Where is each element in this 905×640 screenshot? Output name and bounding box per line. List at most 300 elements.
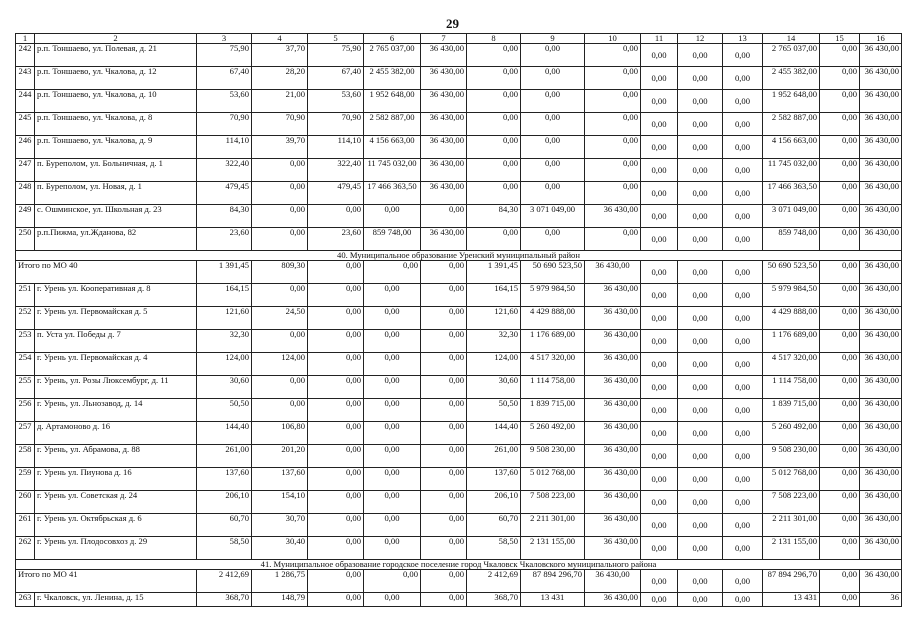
address-cell: г. Урень ул. Кооперативная д. 8 xyxy=(35,284,197,307)
table-cell: 36 430,00 xyxy=(421,44,467,67)
address-cell: с. Ошминское, ул. Школьная д. 23 xyxy=(35,205,197,228)
table-cell: 36 430,00 xyxy=(860,90,902,113)
table-cell: 144,40 xyxy=(197,422,252,445)
table-cell: 0,00 xyxy=(521,182,585,205)
table-cell: 4 429 888,00 xyxy=(763,307,820,330)
table-cell: 0,00 xyxy=(308,261,364,284)
table-cell: 1 286,75 xyxy=(252,570,308,593)
table-cell: 0,00 xyxy=(678,136,723,159)
table-cell: 0,00 xyxy=(820,593,860,607)
table-cell: 121,60 xyxy=(197,307,252,330)
table-cell: 0,00 xyxy=(723,136,763,159)
table-cell: 1 839 715,00 xyxy=(763,399,820,422)
table-cell: 3 071 049,00 xyxy=(521,205,585,228)
table-cell: 36 430,00 xyxy=(860,376,902,399)
table-cell: 58,50 xyxy=(197,537,252,560)
table-cell: 0,00 xyxy=(308,468,364,491)
table-cell: 36 430,00 xyxy=(860,136,902,159)
table-cell: 1 952 648,00 xyxy=(763,90,820,113)
table-cell: 1 391,45 xyxy=(197,261,252,284)
table-cell: 0,00 xyxy=(641,422,678,445)
table-cell: 0,00 xyxy=(641,261,678,284)
table-row xyxy=(16,67,902,90)
row-number: 246 xyxy=(16,136,35,159)
page-number: 29 xyxy=(446,16,459,31)
table-cell: 50,50 xyxy=(467,399,521,422)
column-number: 2 xyxy=(35,34,197,44)
address-cell: г. Урень ул. Плодосовхоз д. 29 xyxy=(35,537,197,560)
table-cell: 809,30 xyxy=(252,261,308,284)
table-cell: 0,00 xyxy=(308,330,364,353)
table-cell: 0,00 xyxy=(820,67,860,90)
table-cell: 0,00 xyxy=(252,284,308,307)
table-row xyxy=(16,537,902,560)
table-cell: 0,00 xyxy=(421,376,467,399)
table-cell: 368,70 xyxy=(197,593,252,607)
table-cell: 322,40 xyxy=(197,159,252,182)
table-cell: 36 430,00 xyxy=(421,228,467,251)
table-cell: 0,00 xyxy=(820,159,860,182)
table-cell: 0,00 xyxy=(521,67,585,90)
column-number: 1 xyxy=(16,34,35,44)
table-cell: 0,00 xyxy=(421,353,467,376)
table-cell: 5 012 768,00 xyxy=(521,468,585,491)
table-cell: 0,00 xyxy=(308,376,364,399)
table-cell: 0,00 xyxy=(723,537,763,560)
table-cell: 0,00 xyxy=(421,570,467,593)
table-cell: 0,00 xyxy=(678,468,723,491)
table-cell: 0,00 xyxy=(820,90,860,113)
table-cell: 0,00 xyxy=(308,570,364,593)
row-number: 261 xyxy=(16,514,35,537)
table-cell: 0,00 xyxy=(820,491,860,514)
total-row xyxy=(16,261,902,284)
table-cell: 0,00 xyxy=(308,422,364,445)
table-cell: 39,70 xyxy=(252,136,308,159)
table-cell: 0,00 xyxy=(678,44,723,67)
address-cell: п. Буреполом, ул. Новая, д. 1 xyxy=(35,182,197,205)
table-cell: 0,00 xyxy=(252,399,308,422)
table-cell: 36 430,00 xyxy=(860,570,902,593)
table-cell: 0,00 xyxy=(308,399,364,422)
table-row xyxy=(16,113,902,136)
table-cell: 0,00 xyxy=(820,445,860,468)
table-cell: 0,00 xyxy=(421,468,467,491)
table-cell: 23,60 xyxy=(197,228,252,251)
table-cell: 0,00 xyxy=(723,307,763,330)
column-number: 10 xyxy=(585,34,641,44)
table-cell: 0,00 xyxy=(421,491,467,514)
section-title: 41. Муниципальное образование городское поселение город Чкаловск Чкаловского муниципального района xyxy=(16,560,902,570)
table-cell: 75,90 xyxy=(308,44,364,67)
table-row xyxy=(16,307,902,330)
table-cell: 0,00 xyxy=(308,445,364,468)
table-cell: 3 071 049,00 xyxy=(763,205,820,228)
row-number: 242 xyxy=(16,44,35,67)
table-cell: 0,00 xyxy=(678,228,723,251)
table-cell: 164,15 xyxy=(467,284,521,307)
column-number: 6 xyxy=(364,34,421,44)
table-cell: 36 430,00 xyxy=(860,445,902,468)
table-cell: 36 430,00 xyxy=(860,307,902,330)
table-cell: 0,00 xyxy=(641,90,678,113)
table-cell: 0,00 xyxy=(364,376,421,399)
table-cell: 114,10 xyxy=(197,136,252,159)
column-number: 16 xyxy=(860,34,902,44)
table-cell: 1 176 689,00 xyxy=(763,330,820,353)
total-label: Итого по МО 40 xyxy=(16,261,197,284)
table-cell: 106,80 xyxy=(252,422,308,445)
table-cell: 0,00 xyxy=(364,514,421,537)
table-cell: 0,00 xyxy=(585,44,641,67)
table-cell: 0,00 xyxy=(820,307,860,330)
table-cell: 2 131 155,00 xyxy=(763,537,820,560)
table-cell: 0,00 xyxy=(678,261,723,284)
table-cell: 0,00 xyxy=(585,136,641,159)
table-cell: 0,00 xyxy=(678,491,723,514)
table-cell: 5 012 768,00 xyxy=(763,468,820,491)
table-cell: 0,00 xyxy=(678,182,723,205)
table-cell: 0,00 xyxy=(308,491,364,514)
table-cell: 17 466 363,50 xyxy=(364,182,421,205)
row-number: 249 xyxy=(16,205,35,228)
row-number: 243 xyxy=(16,67,35,90)
table-cell: 36 xyxy=(860,593,902,607)
table-cell: 0,00 xyxy=(820,284,860,307)
table-cell: 0,00 xyxy=(421,307,467,330)
table-cell: 322,40 xyxy=(308,159,364,182)
table-cell: 859 748,00 xyxy=(763,228,820,251)
table-cell: 4 156 663,00 xyxy=(763,136,820,159)
table-cell: 0,00 xyxy=(678,90,723,113)
table-cell: 0,00 xyxy=(678,537,723,560)
table-cell: 1 114 758,00 xyxy=(521,376,585,399)
table-cell: 0,00 xyxy=(678,445,723,468)
table-cell: 0,00 xyxy=(421,399,467,422)
table-cell: 36 430,00 xyxy=(860,113,902,136)
table-cell: 0,00 xyxy=(364,284,421,307)
table-cell: 0,00 xyxy=(641,44,678,67)
table-cell: 36 430,00 xyxy=(585,422,641,445)
table-cell: 0,00 xyxy=(585,67,641,90)
table-cell: 36 430,00 xyxy=(421,182,467,205)
table-cell: 0,00 xyxy=(723,445,763,468)
table-row xyxy=(16,284,902,307)
table-row xyxy=(16,228,902,251)
table-cell: 0,00 xyxy=(820,537,860,560)
table-cell: 0,00 xyxy=(308,353,364,376)
table-cell: 4 517 320,00 xyxy=(521,353,585,376)
table-cell: 0,00 xyxy=(678,376,723,399)
column-number: 4 xyxy=(252,34,308,44)
table-cell: 0,00 xyxy=(678,307,723,330)
table-cell: 0,00 xyxy=(421,445,467,468)
address-cell: р.п. Тоншаево, ул. Чкалова, д. 10 xyxy=(35,90,197,113)
table-cell: 0,00 xyxy=(521,159,585,182)
row-number: 255 xyxy=(16,376,35,399)
table-cell: 0,00 xyxy=(421,514,467,537)
table-cell: 0,00 xyxy=(723,330,763,353)
row-number: 245 xyxy=(16,113,35,136)
table-cell: 70,90 xyxy=(197,113,252,136)
row-number: 254 xyxy=(16,353,35,376)
table-cell: 0,00 xyxy=(641,159,678,182)
table-cell: 36 430,00 xyxy=(585,593,641,607)
table-cell: 0,00 xyxy=(521,44,585,67)
table-cell: 0,00 xyxy=(364,468,421,491)
table-cell: 2 765 037,00 xyxy=(364,44,421,67)
address-cell: г. Урень, ул. Льнозавод, д. 14 xyxy=(35,399,197,422)
table-cell: 0,00 xyxy=(364,593,421,607)
table-cell: 2 211 301,00 xyxy=(763,514,820,537)
column-number: 7 xyxy=(421,34,467,44)
row-number: 260 xyxy=(16,491,35,514)
table-cell: 36 430,00 xyxy=(860,468,902,491)
table-cell: 0,00 xyxy=(467,44,521,67)
table-cell: 67,40 xyxy=(308,67,364,90)
table-cell: 50 690 523,50 xyxy=(521,261,585,284)
table-cell: 7 508 223,00 xyxy=(763,491,820,514)
table-cell: 0,00 xyxy=(364,422,421,445)
table-cell: 0,00 xyxy=(641,228,678,251)
table-cell: 36 430,00 xyxy=(860,537,902,560)
table-cell: 0,00 xyxy=(641,67,678,90)
table-cell: 0,00 xyxy=(585,159,641,182)
table-cell: 0,00 xyxy=(723,261,763,284)
table-cell: 7 508 223,00 xyxy=(521,491,585,514)
row-number: 259 xyxy=(16,468,35,491)
table-cell: 0,00 xyxy=(467,159,521,182)
table-cell: 0,00 xyxy=(641,468,678,491)
table-cell: 50,50 xyxy=(197,399,252,422)
table-cell: 479,45 xyxy=(197,182,252,205)
table-cell: 0,00 xyxy=(723,90,763,113)
table-cell: 1 176 689,00 xyxy=(521,330,585,353)
column-number: 13 xyxy=(723,34,763,44)
table-cell: 36 430,00 xyxy=(860,491,902,514)
table-cell: 2 455 382,00 xyxy=(364,67,421,90)
table-row xyxy=(16,491,902,514)
table-cell: 9 508 230,00 xyxy=(763,445,820,468)
table-cell: 2 211 301,00 xyxy=(521,514,585,537)
address-cell: р.п. Тоншаево, ул. Чкалова, д. 12 xyxy=(35,67,197,90)
table-cell: 0,00 xyxy=(252,159,308,182)
table-cell: 137,60 xyxy=(252,468,308,491)
table-cell: 36 430,00 xyxy=(860,261,902,284)
table-cell: 0,00 xyxy=(641,113,678,136)
table-cell: 124,00 xyxy=(252,353,308,376)
register-table xyxy=(15,33,902,607)
table-cell: 36 430,00 xyxy=(860,205,902,228)
table-row xyxy=(16,468,902,491)
table-cell: 0,00 xyxy=(723,228,763,251)
table-cell: 67,40 xyxy=(197,67,252,90)
table-row xyxy=(16,514,902,537)
table-cell: 0,00 xyxy=(421,330,467,353)
address-cell: р.п. Тоншаево, ул. Чкалова, д. 8 xyxy=(35,113,197,136)
table-cell: 2 412,69 xyxy=(467,570,521,593)
table-cell: 0,00 xyxy=(364,570,421,593)
table-cell: 0,00 xyxy=(723,113,763,136)
table-cell: 0,00 xyxy=(641,330,678,353)
table-cell: 0,00 xyxy=(820,261,860,284)
table-cell: 0,00 xyxy=(678,330,723,353)
table-cell: 84,30 xyxy=(197,205,252,228)
column-number: 12 xyxy=(678,34,723,44)
table-cell: 0,00 xyxy=(723,284,763,307)
table-cell: 60,70 xyxy=(467,514,521,537)
table-cell: 0,00 xyxy=(723,491,763,514)
table-cell: 0,00 xyxy=(308,284,364,307)
table-cell: 1 839 715,00 xyxy=(521,399,585,422)
table-cell: 36 430,00 xyxy=(585,330,641,353)
table-cell: 23,60 xyxy=(308,228,364,251)
table-cell: 32,30 xyxy=(197,330,252,353)
table-cell: 0,00 xyxy=(641,307,678,330)
table-cell: 60,70 xyxy=(197,514,252,537)
address-cell: р.п. Тоншаево, ул. Полевая, д. 21 xyxy=(35,44,197,67)
table-cell: 0,00 xyxy=(521,113,585,136)
table-cell: 30,70 xyxy=(252,514,308,537)
address-cell: г. Чкаловск, ул. Ленина, д. 15 xyxy=(35,593,197,607)
total-row xyxy=(16,570,902,593)
table-cell: 0,00 xyxy=(723,159,763,182)
table-cell: 11 745 032,00 xyxy=(364,159,421,182)
table-cell: 0,00 xyxy=(252,228,308,251)
table-cell: 2 765 037,00 xyxy=(763,44,820,67)
table-cell: 17 466 363,50 xyxy=(763,182,820,205)
table-cell: 36 430,00 xyxy=(421,67,467,90)
table-cell: 479,45 xyxy=(308,182,364,205)
table-cell: 124,00 xyxy=(467,353,521,376)
address-cell: г. Урень ул. Первомайская д. 4 xyxy=(35,353,197,376)
table-cell: 36 430,00 xyxy=(860,399,902,422)
table-cell: 0,00 xyxy=(585,113,641,136)
table-cell: 2 582 887,00 xyxy=(763,113,820,136)
table-cell: 144,40 xyxy=(467,422,521,445)
table-cell: 36 430,00 xyxy=(585,570,641,593)
table-cell: 0,00 xyxy=(364,353,421,376)
table-cell: 0,00 xyxy=(820,330,860,353)
table-cell: 0,00 xyxy=(678,514,723,537)
table-cell: 0,00 xyxy=(641,491,678,514)
table-cell: 0,00 xyxy=(678,159,723,182)
column-number: 15 xyxy=(820,34,860,44)
table-cell: 0,00 xyxy=(421,537,467,560)
table-cell: 0,00 xyxy=(678,353,723,376)
table-cell: 5 260 492,00 xyxy=(763,422,820,445)
table-cell: 2 412,69 xyxy=(197,570,252,593)
table-cell: 0,00 xyxy=(641,570,678,593)
table-cell: 30,60 xyxy=(467,376,521,399)
table-cell: 36 430,00 xyxy=(585,284,641,307)
address-cell: г. Урень, ул. Розы Люксембург, д. 11 xyxy=(35,376,197,399)
table-cell: 0,00 xyxy=(678,399,723,422)
section-header-row xyxy=(16,560,902,570)
table-cell: 0,00 xyxy=(308,307,364,330)
table-row xyxy=(16,90,902,113)
table-cell: 0,00 xyxy=(820,468,860,491)
row-number: 253 xyxy=(16,330,35,353)
column-number-row xyxy=(16,34,902,44)
table-cell: 0,00 xyxy=(820,182,860,205)
table-cell: 1 952 648,00 xyxy=(364,90,421,113)
table-cell: 36 430,00 xyxy=(585,491,641,514)
address-cell: г. Урень ул. Первомайская д. 5 xyxy=(35,307,197,330)
row-number: 257 xyxy=(16,422,35,445)
table-cell: 206,10 xyxy=(467,491,521,514)
table-cell: 36 430,00 xyxy=(860,422,902,445)
table-cell: 5 979 984,50 xyxy=(763,284,820,307)
table-cell: 164,15 xyxy=(197,284,252,307)
table-cell: 0,00 xyxy=(467,182,521,205)
table-cell: 0,00 xyxy=(467,67,521,90)
table-cell: 36 430,00 xyxy=(860,284,902,307)
table-row xyxy=(16,136,902,159)
table-cell: 0,00 xyxy=(820,422,860,445)
table-row xyxy=(16,376,902,399)
table-cell: 0,00 xyxy=(723,570,763,593)
table-cell: 114,10 xyxy=(308,136,364,159)
table-cell: 368,70 xyxy=(467,593,521,607)
table-cell: 0,00 xyxy=(364,399,421,422)
table-cell: 2 455 382,00 xyxy=(763,67,820,90)
table-cell: 36 430,00 xyxy=(860,330,902,353)
table-row xyxy=(16,422,902,445)
table-cell: 75,90 xyxy=(197,44,252,67)
table-cell: 0,00 xyxy=(641,136,678,159)
table-cell: 0,00 xyxy=(252,376,308,399)
section-header-row xyxy=(16,251,902,261)
table-row xyxy=(16,44,902,67)
table-cell: 0,00 xyxy=(521,228,585,251)
address-cell: д. Артамоново д. 16 xyxy=(35,422,197,445)
row-number: 251 xyxy=(16,284,35,307)
table-cell: 36 430,00 xyxy=(421,136,467,159)
table-cell: 0,00 xyxy=(678,422,723,445)
table-cell: 84,30 xyxy=(467,205,521,228)
address-cell: г. Урень ул. Октябрьская д. 6 xyxy=(35,514,197,537)
table-cell: 36 430,00 xyxy=(585,445,641,468)
table-cell: 2 582 887,00 xyxy=(364,113,421,136)
table-cell: 11 745 032,00 xyxy=(763,159,820,182)
table-cell: 70,90 xyxy=(252,113,308,136)
table-cell: 36 430,00 xyxy=(585,514,641,537)
column-number: 5 xyxy=(308,34,364,44)
section-title: 40. Муниципальное образование Уренский муниципальный район xyxy=(16,251,902,261)
column-number: 3 xyxy=(197,34,252,44)
table-cell: 87 894 296,70 xyxy=(521,570,585,593)
table-cell: 36 430,00 xyxy=(585,261,641,284)
table-cell: 0,00 xyxy=(467,136,521,159)
table-cell: 0,00 xyxy=(308,537,364,560)
table-cell: 2 131 155,00 xyxy=(521,537,585,560)
table-cell: 5 979 984,50 xyxy=(521,284,585,307)
table-cell: 0,00 xyxy=(364,261,421,284)
table-cell: 13 431 xyxy=(763,593,820,607)
table-cell: 70,90 xyxy=(308,113,364,136)
table-cell: 0,00 xyxy=(421,261,467,284)
address-cell: г. Урень, ул. Абрамова, д. 88 xyxy=(35,445,197,468)
table-cell: 0,00 xyxy=(678,284,723,307)
table-cell: 0,00 xyxy=(820,514,860,537)
table-cell: 0,00 xyxy=(421,593,467,607)
table-cell: 36 430,00 xyxy=(585,353,641,376)
table-row xyxy=(16,353,902,376)
table-cell: 13 431 xyxy=(521,593,585,607)
table-cell: 50 690 523,50 xyxy=(763,261,820,284)
table-cell: 0,00 xyxy=(467,90,521,113)
